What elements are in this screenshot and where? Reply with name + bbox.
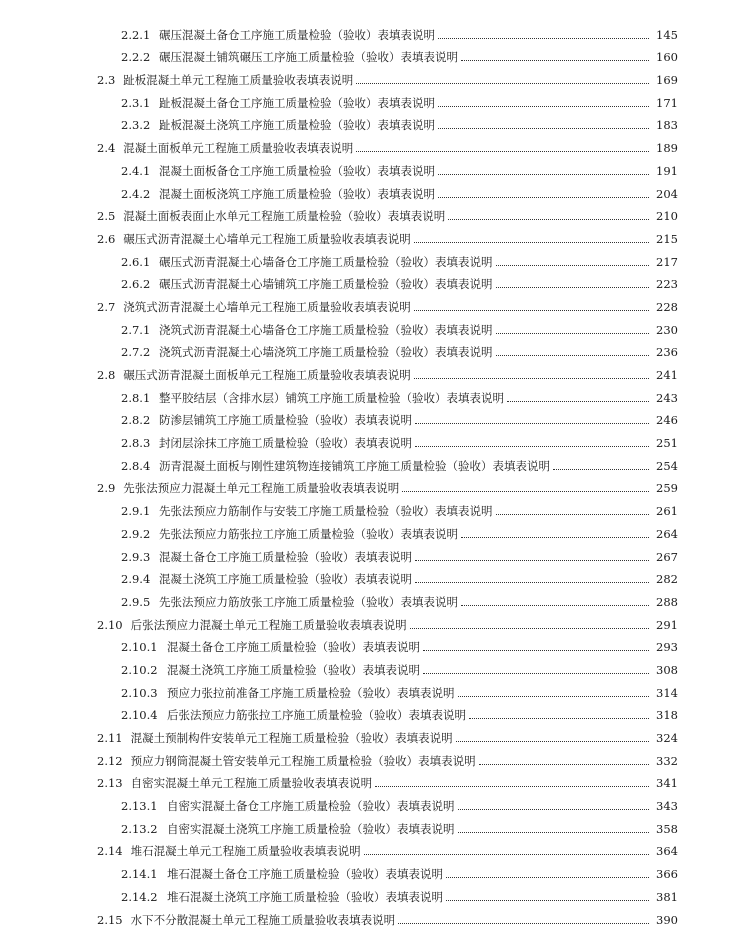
toc-entry-page: 366 (656, 867, 678, 882)
dot-leader (458, 809, 650, 810)
toc-entry-page: 358 (656, 821, 678, 836)
toc-entry[interactable] (0, 542, 750, 565)
toc-entry[interactable] (0, 655, 750, 678)
toc-entry-number: 2.14.2 (121, 889, 158, 904)
toc-entry-title: 封闭层涂抹工序施工质量检验（验收）表填表说明 (159, 436, 412, 451)
toc-entry[interactable] (0, 678, 750, 701)
toc-entry-number: 2.8.2 (121, 413, 151, 428)
toc-entry-number: 2.10.3 (121, 685, 158, 700)
dot-leader (438, 197, 649, 198)
toc-entry-title: 预应力钢筒混凝土管安装单元工程施工质量检验（验收）表填表说明 (130, 753, 476, 768)
toc-entry-title: 混凝土备仓工序施工质量检验（验收）表填表说明 (159, 549, 412, 564)
toc-entry-number: 2.6.2 (121, 277, 151, 292)
dot-leader (423, 650, 649, 651)
dot-leader (414, 378, 649, 379)
toc-entry[interactable] (0, 587, 750, 610)
toc-entry[interactable] (0, 111, 750, 134)
toc-entry-page: 314 (656, 685, 678, 700)
toc-entry-title: 浇筑式沥青混凝土心墙浇筑工序施工质量检验（验收）表填表说明 (159, 345, 493, 360)
toc-entry-title: 预应力张拉前准备工序施工质量检验（验收）表填表说明 (167, 685, 455, 700)
toc-entry-number: 2.2.2 (121, 50, 151, 65)
toc-entry[interactable] (0, 814, 750, 837)
dot-leader (496, 265, 650, 266)
toc-entry-number: 2.10 (97, 617, 123, 632)
dot-leader (414, 242, 649, 243)
toc-entry-title: 防渗层铺筑工序施工质量检验（验收）表填表说明 (159, 413, 412, 428)
toc-entry[interactable] (0, 519, 750, 542)
dot-leader (415, 446, 649, 447)
toc-entry-title: 碾压式沥青混凝土面板单元工程施工质量验收表填表说明 (123, 368, 411, 382)
toc-entry[interactable] (0, 859, 750, 882)
dot-leader (423, 673, 649, 674)
toc-entry[interactable] (0, 179, 750, 202)
toc-entry-title: 整平胶结层（含排水层）铺筑工序施工质量检验（验收）表填表说明 (159, 390, 504, 405)
toc-entry-title: 先张法预应力筋张拉工序施工质量检验（验收）表填表说明 (159, 526, 458, 541)
toc-entry-number: 2.8.3 (121, 436, 151, 451)
toc-entry-title: 碾压式沥青混凝土心墙铺筑工序施工质量检验（验收）表填表说明 (159, 277, 493, 292)
toc-entry-page: 343 (656, 799, 678, 814)
toc-entry[interactable] (0, 406, 750, 429)
toc-entry-page: 254 (656, 458, 678, 473)
toc-entry-number: 2.12 (97, 753, 123, 768)
dot-leader (461, 537, 649, 538)
dot-leader (553, 469, 649, 470)
toc-entry-page: 204 (656, 186, 678, 201)
dot-leader (507, 401, 649, 402)
toc-entry[interactable] (0, 20, 750, 43)
toc-entry-title: 混凝土面板浇筑工序施工质量检验（验收）表填表说明 (159, 186, 435, 201)
dot-leader (364, 854, 649, 855)
toc-entry-number: 2.9.1 (121, 504, 151, 519)
toc-entry[interactable] (0, 43, 750, 66)
toc-entry-title: 水下不分散混凝土单元工程施工质量验收表填表说明 (130, 912, 396, 927)
toc-entry-number: 2.9.5 (121, 594, 151, 609)
dot-leader (496, 333, 650, 334)
toc-entry-number: 2.8.4 (121, 458, 151, 473)
toc-entry-page: 246 (656, 413, 678, 428)
toc-entry[interactable] (0, 224, 750, 247)
toc-entry-page: 318 (656, 708, 678, 723)
toc-entry-number: 2.5 (97, 209, 116, 224)
toc-entry-page: 332 (656, 753, 678, 768)
toc-entry-page: 364 (656, 844, 678, 859)
toc-entry-page: 251 (656, 436, 678, 451)
toc-entry[interactable] (0, 65, 750, 88)
toc-entry[interactable] (0, 383, 750, 406)
toc-entry-title: 自密实混凝土单元工程施工质量验收表填表说明 (130, 776, 373, 791)
toc-entry-page: 230 (656, 322, 678, 337)
toc-entry-title: 堆石混凝土单元工程施工质量验收表填表说明 (130, 844, 361, 859)
toc-entry[interactable] (0, 474, 750, 497)
dot-leader (375, 786, 649, 787)
dot-leader (402, 491, 649, 492)
toc-entry-number: 2.10.2 (121, 662, 158, 677)
dot-leader (356, 151, 649, 152)
dot-leader (456, 741, 649, 742)
dot-leader (438, 174, 649, 175)
toc-entry[interactable] (0, 791, 750, 814)
toc-entry-number: 2.13 (97, 776, 123, 791)
toc-entry[interactable] (0, 292, 750, 315)
toc-entry-title: 自密实混凝土浇筑工序施工质量检验（验收）表填表说明 (167, 821, 455, 836)
toc-entry-page: 282 (656, 572, 678, 587)
toc-entry[interactable] (0, 882, 750, 905)
toc-entry-number: 2.6.1 (121, 254, 151, 269)
toc-entry-title: 堆石混凝土浇筑工序施工质量检验（验收）表填表说明 (167, 889, 443, 904)
toc-entry-number: 2.10.4 (121, 708, 158, 723)
toc-entry-title: 后张法预应力筋张拉工序施工质量检验（验收）表填表说明 (167, 708, 466, 723)
toc-entry-title: 后张法预应力混凝土单元工程施工质量验收表填表说明 (130, 617, 407, 632)
toc-entry-title: 先张法预应力混凝土单元工程施工质量验收表填表说明 (123, 481, 400, 496)
toc-entry-title: 混凝土预制构件安装单元工程施工质量检验（验收）表填表说明 (130, 731, 453, 745)
toc-entry[interactable] (0, 247, 750, 270)
toc-entry[interactable] (0, 451, 750, 474)
toc-entry-number: 2.4 (97, 141, 116, 156)
toc-entry-number: 2.11 (97, 731, 123, 745)
toc-entry-page: 160 (656, 50, 678, 65)
toc-entry-number: 2.13.2 (121, 821, 158, 836)
dot-leader (469, 718, 649, 719)
toc-entry[interactable] (0, 905, 750, 928)
toc-entry-page: 264 (656, 526, 678, 541)
toc-entry[interactable] (0, 633, 750, 656)
toc-entry[interactable] (0, 610, 750, 633)
toc-entry[interactable] (0, 723, 750, 746)
toc-entry-title: 趾板混凝土浇筑工序施工质量检验（验收）表填表说明 (159, 118, 435, 133)
toc-entry-number: 2.14.1 (121, 867, 158, 882)
toc-entry-number: 2.3.2 (121, 118, 151, 133)
toc-entry-number: 2.4.2 (121, 186, 151, 201)
toc-entry-number: 2.15 (97, 912, 123, 927)
toc-entry-page: 171 (656, 95, 678, 110)
toc-entry-title: 浇筑式沥青混凝土心墙单元工程施工质量验收表填表说明 (123, 299, 411, 314)
dot-leader (415, 423, 649, 424)
toc-entry-title: 碾压式沥青混凝土心墙备仓工序施工质量检验（验收）表填表说明 (159, 254, 493, 269)
toc-entry[interactable] (0, 837, 750, 860)
toc-entry[interactable] (0, 701, 750, 724)
toc-entry-title: 混凝土浇筑工序施工质量检验（验收）表填表说明 (159, 572, 412, 587)
dot-leader (446, 877, 649, 878)
toc-entry-number: 2.3 (97, 73, 116, 88)
toc-entry-number: 2.9.3 (121, 549, 151, 564)
toc-entry-number: 2.9.4 (121, 572, 151, 587)
toc-entry-number: 2.14 (97, 844, 123, 859)
toc-entry-page: 261 (656, 504, 678, 519)
dot-leader (461, 605, 649, 606)
toc-entry-title: 混凝土浇筑工序施工质量检验（验收）表填表说明 (167, 662, 420, 677)
toc-entry-number: 2.7.2 (121, 345, 151, 360)
toc-entry-page: 210 (656, 209, 678, 224)
toc-entry-page: 259 (656, 481, 678, 496)
toc-entry-title: 浇筑式沥青混凝土心墙备仓工序施工质量检验（验收）表填表说明 (159, 322, 493, 337)
toc-entry[interactable] (0, 769, 750, 792)
toc-entry-page: 169 (656, 73, 678, 88)
toc-entry-title: 碾压混凝土铺筑碾压工序施工质量检验（验收）表填表说明 (159, 50, 458, 65)
dot-leader (496, 287, 650, 288)
toc-entry[interactable] (0, 156, 750, 179)
toc-entry-number: 2.3.1 (121, 95, 151, 110)
toc-entry[interactable] (0, 270, 750, 293)
toc-entry-number: 2.6 (97, 231, 116, 246)
toc-entry-title: 混凝土面板表面止水单元工程施工质量检验（验收）表填表说明 (123, 209, 446, 224)
toc-entry-title: 先张法预应力筋放张工序施工质量检验（验收）表填表说明 (159, 594, 458, 609)
dot-leader (438, 128, 649, 129)
toc-entry-page: 189 (656, 141, 678, 156)
toc-entry[interactable] (0, 133, 750, 156)
toc-entry-page: 341 (656, 776, 678, 791)
toc-entry[interactable] (0, 565, 750, 588)
toc-entry-title: 先张法预应力筋制作与安装工序施工质量检验（验收）表填表说明 (159, 504, 493, 519)
toc-entry-page: 308 (656, 662, 678, 677)
toc-entry[interactable] (0, 202, 750, 225)
toc-entry-page: 293 (656, 640, 678, 655)
toc-entry-number: 2.8.1 (121, 390, 151, 405)
toc-entry-page: 145 (656, 27, 678, 42)
dot-leader (398, 923, 649, 924)
toc-entry-page: 217 (656, 254, 678, 269)
toc-entry[interactable] (0, 88, 750, 111)
toc-entry-page: 183 (656, 118, 678, 133)
toc-entry-page: 215 (656, 231, 678, 246)
toc-entry-number: 2.13.1 (121, 799, 158, 814)
dot-leader (415, 582, 649, 583)
toc-entry-title: 碾压式沥青混凝土心墙单元工程施工质量验收表填表说明 (123, 231, 411, 246)
dot-leader (414, 310, 649, 311)
dot-leader (461, 60, 649, 61)
toc-entry-title: 自密实混凝土备仓工序施工质量检验（验收）表填表说明 (167, 799, 455, 814)
toc-entry-page: 241 (656, 368, 678, 382)
toc-entry-number: 2.2.1 (121, 27, 151, 42)
toc-entry[interactable] (0, 428, 750, 451)
dot-leader (458, 696, 650, 697)
toc-entry-number: 2.9.2 (121, 526, 151, 541)
toc-entry[interactable] (0, 746, 750, 769)
toc-entry-page: 291 (656, 617, 678, 632)
toc-entry-page: 223 (656, 277, 678, 292)
toc-entry-page: 243 (656, 390, 678, 405)
dot-leader (415, 560, 649, 561)
table-of-contents (0, 20, 750, 928)
toc-entry-title: 碾压混凝土备仓工序施工质量检验（验收）表填表说明 (159, 27, 435, 42)
toc-entry-page: 236 (656, 345, 678, 360)
toc-entry-number: 2.8 (97, 368, 116, 382)
dot-leader (446, 900, 649, 901)
toc-entry[interactable] (0, 496, 750, 519)
toc-entry-number: 2.7 (97, 299, 116, 314)
toc-entry-page: 267 (656, 549, 678, 564)
toc-entry[interactable] (0, 360, 750, 383)
toc-entry-title: 堆石混凝土备仓工序施工质量检验（验收）表填表说明 (167, 867, 443, 882)
dot-leader (479, 764, 649, 765)
toc-entry-title: 趾板混凝土备仓工序施工质量检验（验收）表填表说明 (159, 95, 435, 110)
dot-leader (438, 38, 649, 39)
dot-leader (410, 628, 649, 629)
toc-entry-page: 324 (656, 731, 678, 745)
dot-leader (458, 832, 650, 833)
toc-entry-title: 沥青混凝土面板与刚性建筑物连接铺筑工序施工质量检验（验收）表填表说明 (159, 458, 550, 473)
toc-entry-number: 2.4.1 (121, 163, 151, 178)
dot-leader (448, 219, 649, 220)
toc-entry[interactable] (0, 338, 750, 361)
toc-entry[interactable] (0, 315, 750, 338)
toc-entry-page: 288 (656, 594, 678, 609)
dot-leader (438, 106, 649, 107)
dot-leader (496, 355, 650, 356)
toc-entry-number: 2.10.1 (121, 640, 158, 655)
dot-leader (496, 514, 650, 515)
toc-entry-title: 混凝土面板单元工程施工质量验收表填表说明 (123, 141, 354, 156)
toc-entry-number: 2.9 (97, 481, 116, 496)
toc-entry-page: 390 (656, 912, 678, 927)
toc-entry-number: 2.7.1 (121, 322, 151, 337)
toc-entry-title: 混凝土面板备仓工序施工质量检验（验收）表填表说明 (159, 163, 435, 178)
toc-entry-page: 228 (656, 299, 678, 314)
toc-entry-title: 趾板混凝土单元工程施工质量验收表填表说明 (123, 73, 354, 88)
toc-entry-title: 混凝土备仓工序施工质量检验（验收）表填表说明 (167, 640, 420, 655)
toc-entry-page: 381 (656, 889, 678, 904)
dot-leader (356, 83, 649, 84)
toc-entry-page: 191 (656, 163, 678, 178)
